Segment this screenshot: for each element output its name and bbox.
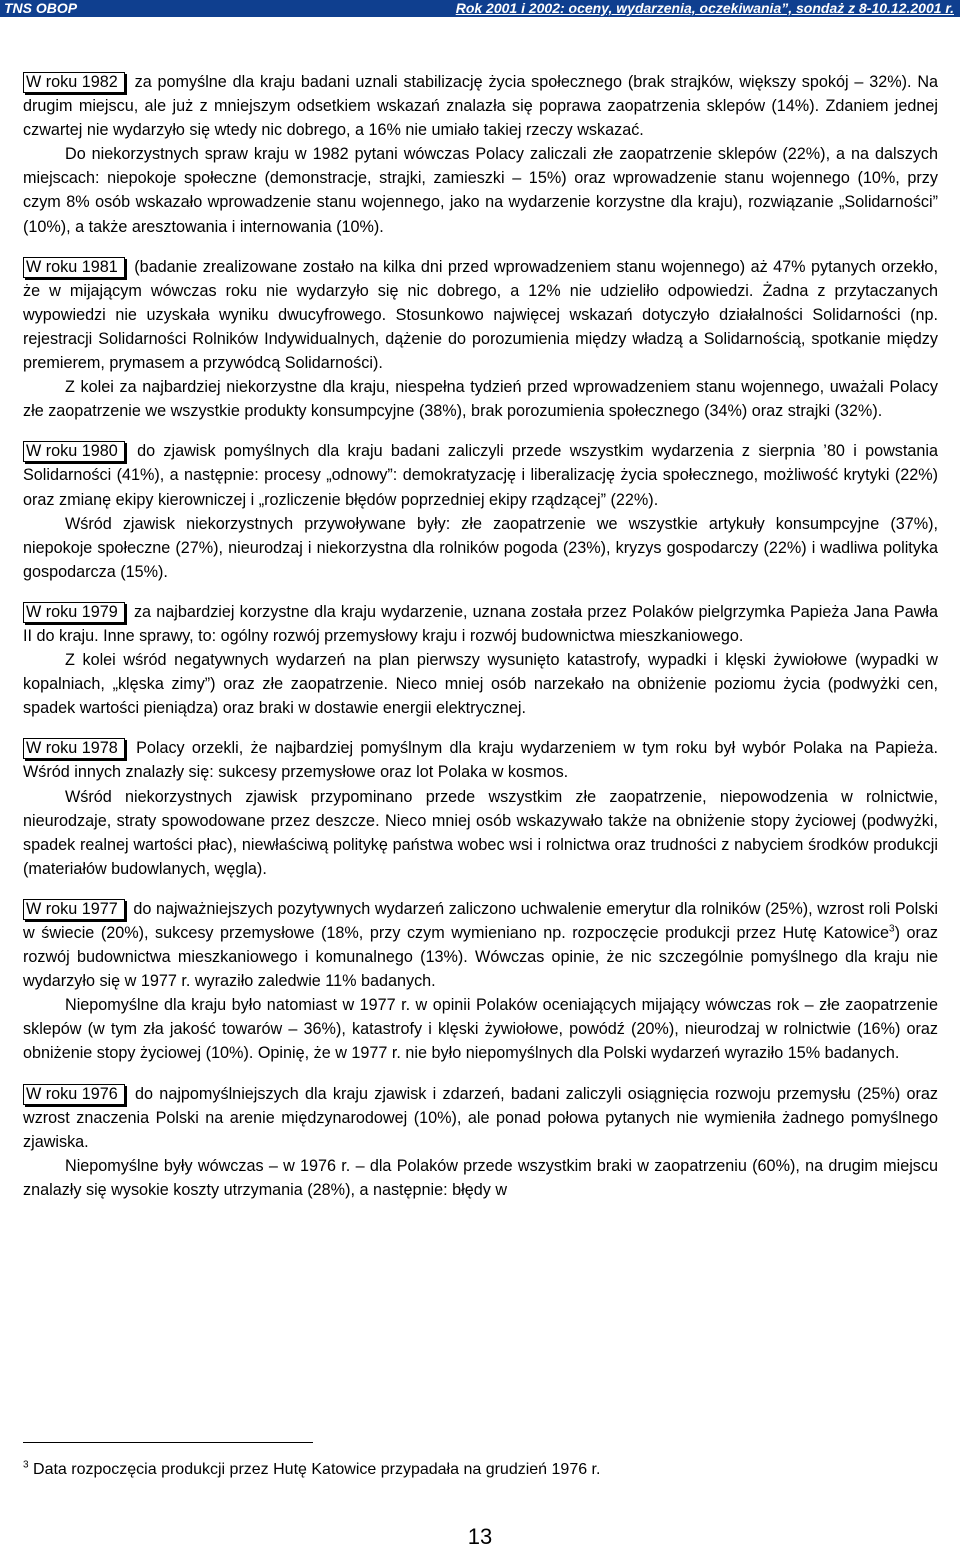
- section-1981-p2: Z kolei za najbardziej niekorzystne dla kraju, niespełna tydzień przed wprowadzeniem stanu wojennego, uważali Polacy złe zaopatrzenie we wszystkie produkty konsumpcyjne (38%), brak porozumienia społecznego (34%) oraz strajki (32%).: [23, 378, 938, 421]
- section-1980-p2: Wśród zjawisk niekorzystnych przywoływane były: złe zaopatrzenie we wszystkie artykuły konsumpcyjne (37%), niepokoje społeczne (27%), nieurodzaj i niekorzystna dla rolników pogoda (23%), kryzys gospodarczy (22%) i wadliwa polityka gospodarcza (15%).: [23, 514, 938, 581]
- section-1979-p2: Z kolei wśród negatywnych wydarzeń na plan pierwszy wysunięto katastrofy, wypadki i klęski żywiołowe (wypadki w kopalniach, „klęska zimy”) oraz złe zaopatrzenie. Nieco mniej osób narzekało na obniżenie poziomu życia (podwyżki cen, spadek wartości pieniądza) oraz braki w dostawie energii elektrycznej.: [23, 651, 938, 718]
- section-1977-text1a: do najważniejszych pozytywnych wydarzeń zaliczono uchwalenie emerytur dla rolników (25%), wzrost roli Polski w świecie (20%), sukcesy przemysłowe (18%, przy czym wymieniano np. rozpoczęcie produkcji przez Hutę Katowice: [23, 899, 939, 942]
- year-box-1980: W roku 1980: [23, 441, 125, 462]
- section-1981-text1: (badanie zrealizowane zostało na kilka dni przed wprowadzeniem stanu wojennego) aż 47% pytanych orzekło, że w mijającym wówczas roku nie wydarzyło się nic dobrego, a 12% nie udzieliło odpowiedzi. Żadna z przytaczanych wypowiedzi nie uzyskała wyniku dwucyfrowego. Stosunkowo najwięcej wskazań dotyczyło działalności Solidarności (np. rejestracji Solidarności Rolników Indywidualnych, dążenie do porozumienia między władzą a Solidarnością, spotkanie między premierem, prymasem a przywódcą Solidarności).: [23, 257, 938, 373]
- year-box-1977: W roku 1977: [23, 899, 125, 920]
- section-1976-p1: [23, 1082, 938, 1154]
- year-box-1978: W roku 1978: [23, 738, 125, 759]
- section-1976-p2: Niepomyślne były wówczas – w 1976 r. – dla Polaków przede wszystkim braki w zaopatrzeniu (60%), na drugim miejscu znalazły się wysokie koszty utrzymania (28%), a następnie: błędy w: [23, 1156, 938, 1199]
- footnote-mark: 3: [23, 1459, 29, 1471]
- year-box-1982: W roku 1982: [23, 72, 125, 93]
- footnote: [23, 1459, 600, 1481]
- section-1977-p2: Niepomyślne dla kraju było natomiast w 1977 r. w opinii Polaków oceniających mijający wówczas rok – złe zaopatrzenie sklepów (w tym zła jakość towarów – 36%), katastrofy i klęski żywiołowe, powódź (20%), nieurodzaj w rolnictwie (16%) oraz obniżenie stopy życiowej (10%). Opinię, że w 1977 r. nie było niepomyślnych dla Polski wydarzeń wyraziło 15% badanych.: [23, 996, 938, 1063]
- section-1980-p1: [23, 439, 938, 511]
- year-box-1981: W roku 1981: [23, 257, 125, 278]
- section-1981-p1: [23, 255, 938, 375]
- section-1977-text1b: ) oraz rozwój budownictwa mieszkaniowego i komunalnego (13%). Wówczas opinie, że nic szczególnie pomyślnego dla kraju nie wydarzyło się w 1977 r. wyraziło zaledwie 11% badanych.: [23, 924, 938, 991]
- header-title: Rok 2001 i 2002: oceny, wydarzenia, oczekiwania”, sondaż z 8-10.12.2001 r.: [455, 0, 954, 16]
- section-1982-text1: za pomyślne dla kraju badani uznali stabilizację życia społecznego (brak strajków, większy spokój – 32%). Na drugim miejscu, ale już z mniejszym odsetkiem wskazań znalazła się poprawa zaopatrzenia sklepów (14%). Zdaniem jednej czwartej nie wydarzyło się wtedy nic dobrego, a 16% nie umiało takiej rzeczy wskazać.: [23, 73, 939, 140]
- section-1982-p1: [23, 70, 938, 142]
- year-box-1979: W roku 1979: [23, 602, 125, 623]
- section-1982-p2: Do niekorzystnych spraw kraju w 1982 pytani wówczas Polacy zaliczali złe zaopatrzenie sklepów (22%), a na dalszych miejscach: niepokoje społeczne (demonstracje, strajki, zamieszki – 15%) oraz wprowadzenie stanu wojennego (10%, przy czym 8% osób wskazało wprowadzenie stanu wojennego, jako na wydarzenie korzystne dla kraju), rozwiązanie „Solidarności” (10%), a także aresztowania i internowania (10%).: [23, 145, 938, 236]
- section-1977-p1: [23, 897, 938, 993]
- footnote-ref[interactable]: 3: [889, 923, 895, 935]
- footnote-text: Data rozpoczęcia produkcji przez Hutę Katowice przypadała na grudzień 1976 r.: [33, 1461, 601, 1478]
- section-1978-p2: Wśród niekorzystnych zjawisk przypominano przede wszystkim złe zaopatrzenie, niepowodzenia w rolnictwie, nieurodzaje, straty spowodowane przez deszcze. Nieco mniej osób wskazywało także na obniżenie stopy życiowej (podwyżki, spadek realnej wartości płac), niewłaściwą politykę państwa wobec wsi i rolnictwa oraz trudności z nabyciem środków produkcji (materiałów budowlanych, węgla).: [23, 787, 938, 878]
- section-1979-p1: [23, 600, 938, 648]
- footnote-divider: [23, 1442, 313, 1443]
- section-1980-text1: do zjawisk pomyślnych dla kraju badani zaliczyli przede wszystkim wydarzenia z sierpnia ’80 i powstania Solidarności (41%), a następnie: procesy „odnowy”: demokratyzację i liberalizację życia społecznego, możliwość krytyki (22%) oraz zmianę ekipy kierowniczej i „rozliczenie błędów poprzedniej ekipy rządzącej” (22%).: [23, 442, 938, 509]
- page-header: [0, 0, 960, 17]
- section-1979-text1: za najbardziej korzystne dla kraju wydarzenie, uznana została przez Polaków pielgrzymka Papieża Jana Pawła II do kraju. Inne sprawy, to: ogólny rozwój przemysłowy kraju i rozwój budownictwa mieszkaniowego.: [23, 602, 939, 645]
- section-1978-text1: Polacy orzekli, że najbardziej pomyślnym dla kraju wydarzeniem w tym roku był wybór Polaka na Papieża. Wśród innych znalazły się: sukcesy przemysłowe oraz lot Polaka w kosmos.: [23, 739, 938, 782]
- year-box-1976: W roku 1976: [23, 1084, 125, 1105]
- document-body: [23, 70, 938, 1202]
- page-number: 13: [467, 1524, 493, 1549]
- section-1978-p1: [23, 736, 938, 784]
- header-org: TNS OBOP: [4, 0, 78, 16]
- section-1976-text1: do najpomyślniejszych dla kraju zjawisk i zdarzeń, badani zaliczyli osiągnięcia rozwoju przemysłu (25%) oraz wzrost znaczenia Polski na arenie międzynarodowej (10%), ale ponad połowa pytanych nie wymieniła żadnego pomyślnego zjawiska.: [23, 1084, 938, 1151]
